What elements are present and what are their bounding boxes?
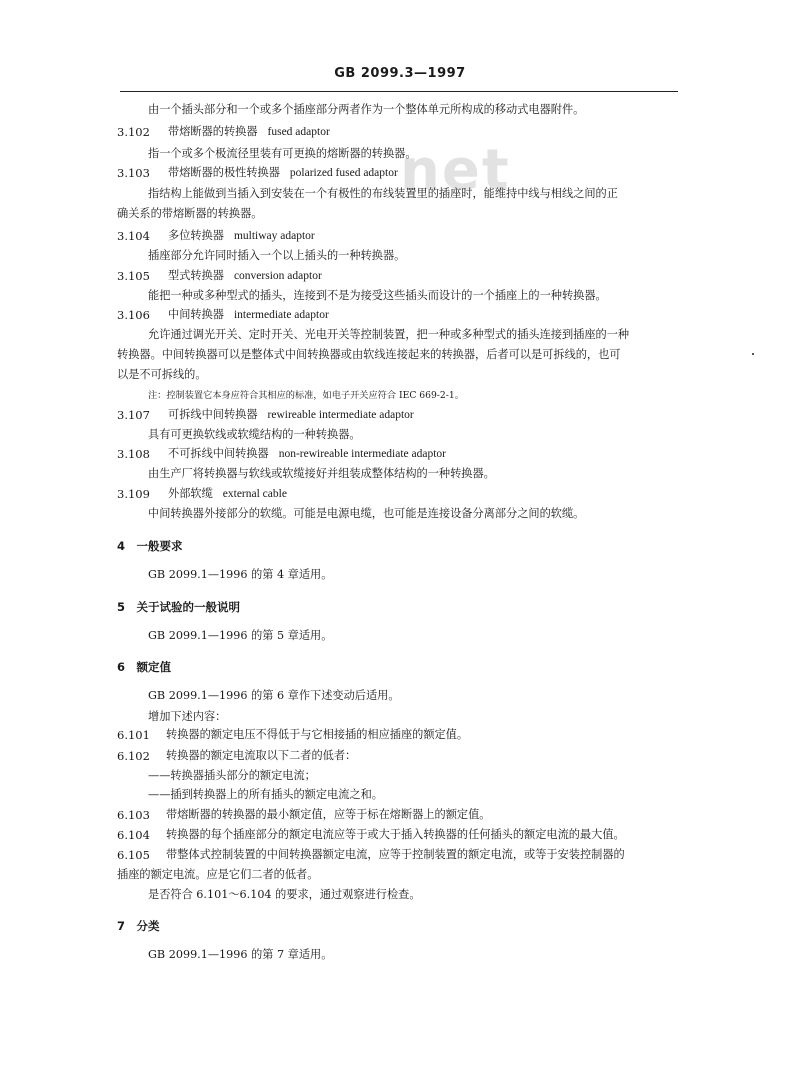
- clause-title: [168, 486, 287, 502]
- paragraph-line: 转换器。中间转换器可以是整体式中间转换器或由软线连接起来的转换器，后者可以是可拆线的，也可: [117, 348, 621, 361]
- clause-number: 3.102: [117, 125, 150, 139]
- paragraph-line: 允许通过调光开关、定时开关、光电开关等控制装置，把一种或多种型式的插头连接到插座的一种: [148, 328, 630, 341]
- term-zh: 带熔断器的转换器: [168, 125, 258, 138]
- paragraph-line: 指结构上能做到当插入到安装在一个有极性的布线装置里的插座时，能维持中线与相线之间的正: [148, 187, 618, 200]
- clause-title: [168, 446, 446, 462]
- clause-title: [168, 165, 398, 181]
- term-en: intermediate adaptor: [233, 309, 329, 321]
- clause-number: 6.105: [117, 848, 150, 862]
- clause-number: 3.103: [117, 166, 150, 180]
- paragraph-line: 转换器的额定电压不得低于与它相接插的相应插座的额定值。: [166, 728, 469, 741]
- term-zh: 带熔断器的极性转换器: [168, 166, 280, 179]
- paragraph-line: GB 2099.1—1996 的第 5 章适用。: [148, 629, 333, 642]
- clause-number: 3.104: [117, 229, 150, 243]
- clause-title: [168, 268, 322, 284]
- paragraph-line: GB 2099.1—1996 的第 7 章适用。: [148, 948, 333, 961]
- paragraph-line: 增加下述内容：: [148, 710, 227, 723]
- clause-number: 3.106: [117, 308, 150, 322]
- page-header: GB 2099.3—1997: [334, 66, 466, 81]
- watermark: net: [400, 138, 511, 203]
- list-item: ——转换器插头部分的额定电流；: [148, 769, 316, 782]
- term-en: rewireable intermediate adaptor: [267, 409, 414, 421]
- term-en: multiway adaptor: [233, 230, 315, 242]
- paragraph-line: 带熔断器的转换器的最小额定值，应等于标在熔断器上的额定值。: [166, 808, 491, 821]
- clause-title: [168, 228, 315, 244]
- clause-number: 6.101: [117, 728, 150, 742]
- term-zh: 中间转换器: [168, 308, 224, 321]
- paragraph-line: 由生产厂将转换器与软线或软缆接好并组装成整体结构的一种转换器。: [148, 467, 495, 480]
- clause-number: 6.103: [117, 808, 150, 822]
- paragraph-line: 指一个或多个极流径里装有可更换的熔断器的转换器。: [148, 147, 417, 160]
- term-en: fused adaptor: [267, 126, 330, 138]
- paragraph-line: 能把一种或多种型式的插头，连接到不是为接受这些插头而设计的一个插座上的一种转换器。: [148, 289, 607, 302]
- note-line: 注：控制装置它本身应符合其相应的标准，如电子开关应符合 IEC 669-2-1。: [148, 390, 464, 401]
- clause-number: 3.109: [117, 487, 150, 501]
- clause-number: 6.104: [117, 828, 150, 842]
- paragraph-line: GB 2099.1—1996 的第 6 章作下述变动后适用。: [148, 689, 400, 702]
- paragraph-line: 具有可更换软线或软缆结构的一种转换器。: [148, 428, 361, 441]
- term-zh: 可拆线中间转换器: [168, 408, 258, 421]
- clause-title: [168, 307, 329, 323]
- clause-title: [168, 407, 414, 423]
- header-rule: [120, 91, 678, 92]
- term-en: external cable: [222, 488, 287, 500]
- paragraph-line: 是否符合 6.101～6.104 的要求，通过观察进行检查。: [148, 888, 421, 901]
- paragraph-line: 由一个插头部分和一个或多个插座部分两者作为一个整体单元所构成的移动式电器附件。: [148, 103, 585, 116]
- clause-number: 6.102: [117, 749, 150, 763]
- term-zh: 型式转换器: [168, 269, 224, 282]
- term-zh: 多位转换器: [168, 229, 224, 242]
- paragraph-line: 确关系的带熔断器的转换器。: [117, 207, 263, 220]
- paragraph-line: 插座的额定电流。应是它们二者的低者。: [117, 868, 319, 881]
- paragraph-line: 以是不可拆线的。: [117, 368, 207, 381]
- clause-title: [168, 124, 330, 140]
- clause-number: 3.105: [117, 269, 150, 283]
- list-item: ——插到转换器上的所有插头的额定电流之和。: [148, 788, 383, 801]
- term-zh: 外部软缆: [168, 487, 213, 500]
- term-en: non-rewireable intermediate adaptor: [278, 448, 447, 460]
- term-en: polarized fused adaptor: [289, 167, 398, 179]
- section-heading: 7 分类: [117, 919, 160, 933]
- term-zh: 不可拆线中间转换器: [168, 447, 269, 460]
- section-heading: 4 一般要求: [117, 539, 183, 553]
- paragraph-line: 中间转换器外接部分的软缆。可能是电源电缆，也可能是连接设备分离部分之间的软缆。: [148, 507, 585, 520]
- section-heading: 6 额定值: [117, 660, 172, 674]
- paragraph-line: GB 2099.1—1996 的第 4 章适用。: [148, 568, 333, 581]
- term-en: conversion adaptor: [233, 270, 322, 282]
- scan-speck: [752, 353, 754, 355]
- paragraph-line: 插座部分允许同时插入一个以上插头的一种转换器。: [148, 249, 406, 262]
- paragraph-line: 转换器的额定电流取以下二者的低者：: [166, 749, 357, 762]
- paragraph-line: 转换器的每个插座部分的额定电流应等于或大于插入转换器的任何插头的额定电流的最大值。: [166, 828, 625, 841]
- section-heading: 5 关于试验的一般说明: [117, 600, 241, 614]
- clause-number: 3.107: [117, 408, 150, 422]
- paragraph-line: 带整体式控制装置的中间转换器额定电流，应等于控制装置的额定电流，或等于安装控制器的: [166, 848, 625, 861]
- clause-number: 3.108: [117, 447, 150, 461]
